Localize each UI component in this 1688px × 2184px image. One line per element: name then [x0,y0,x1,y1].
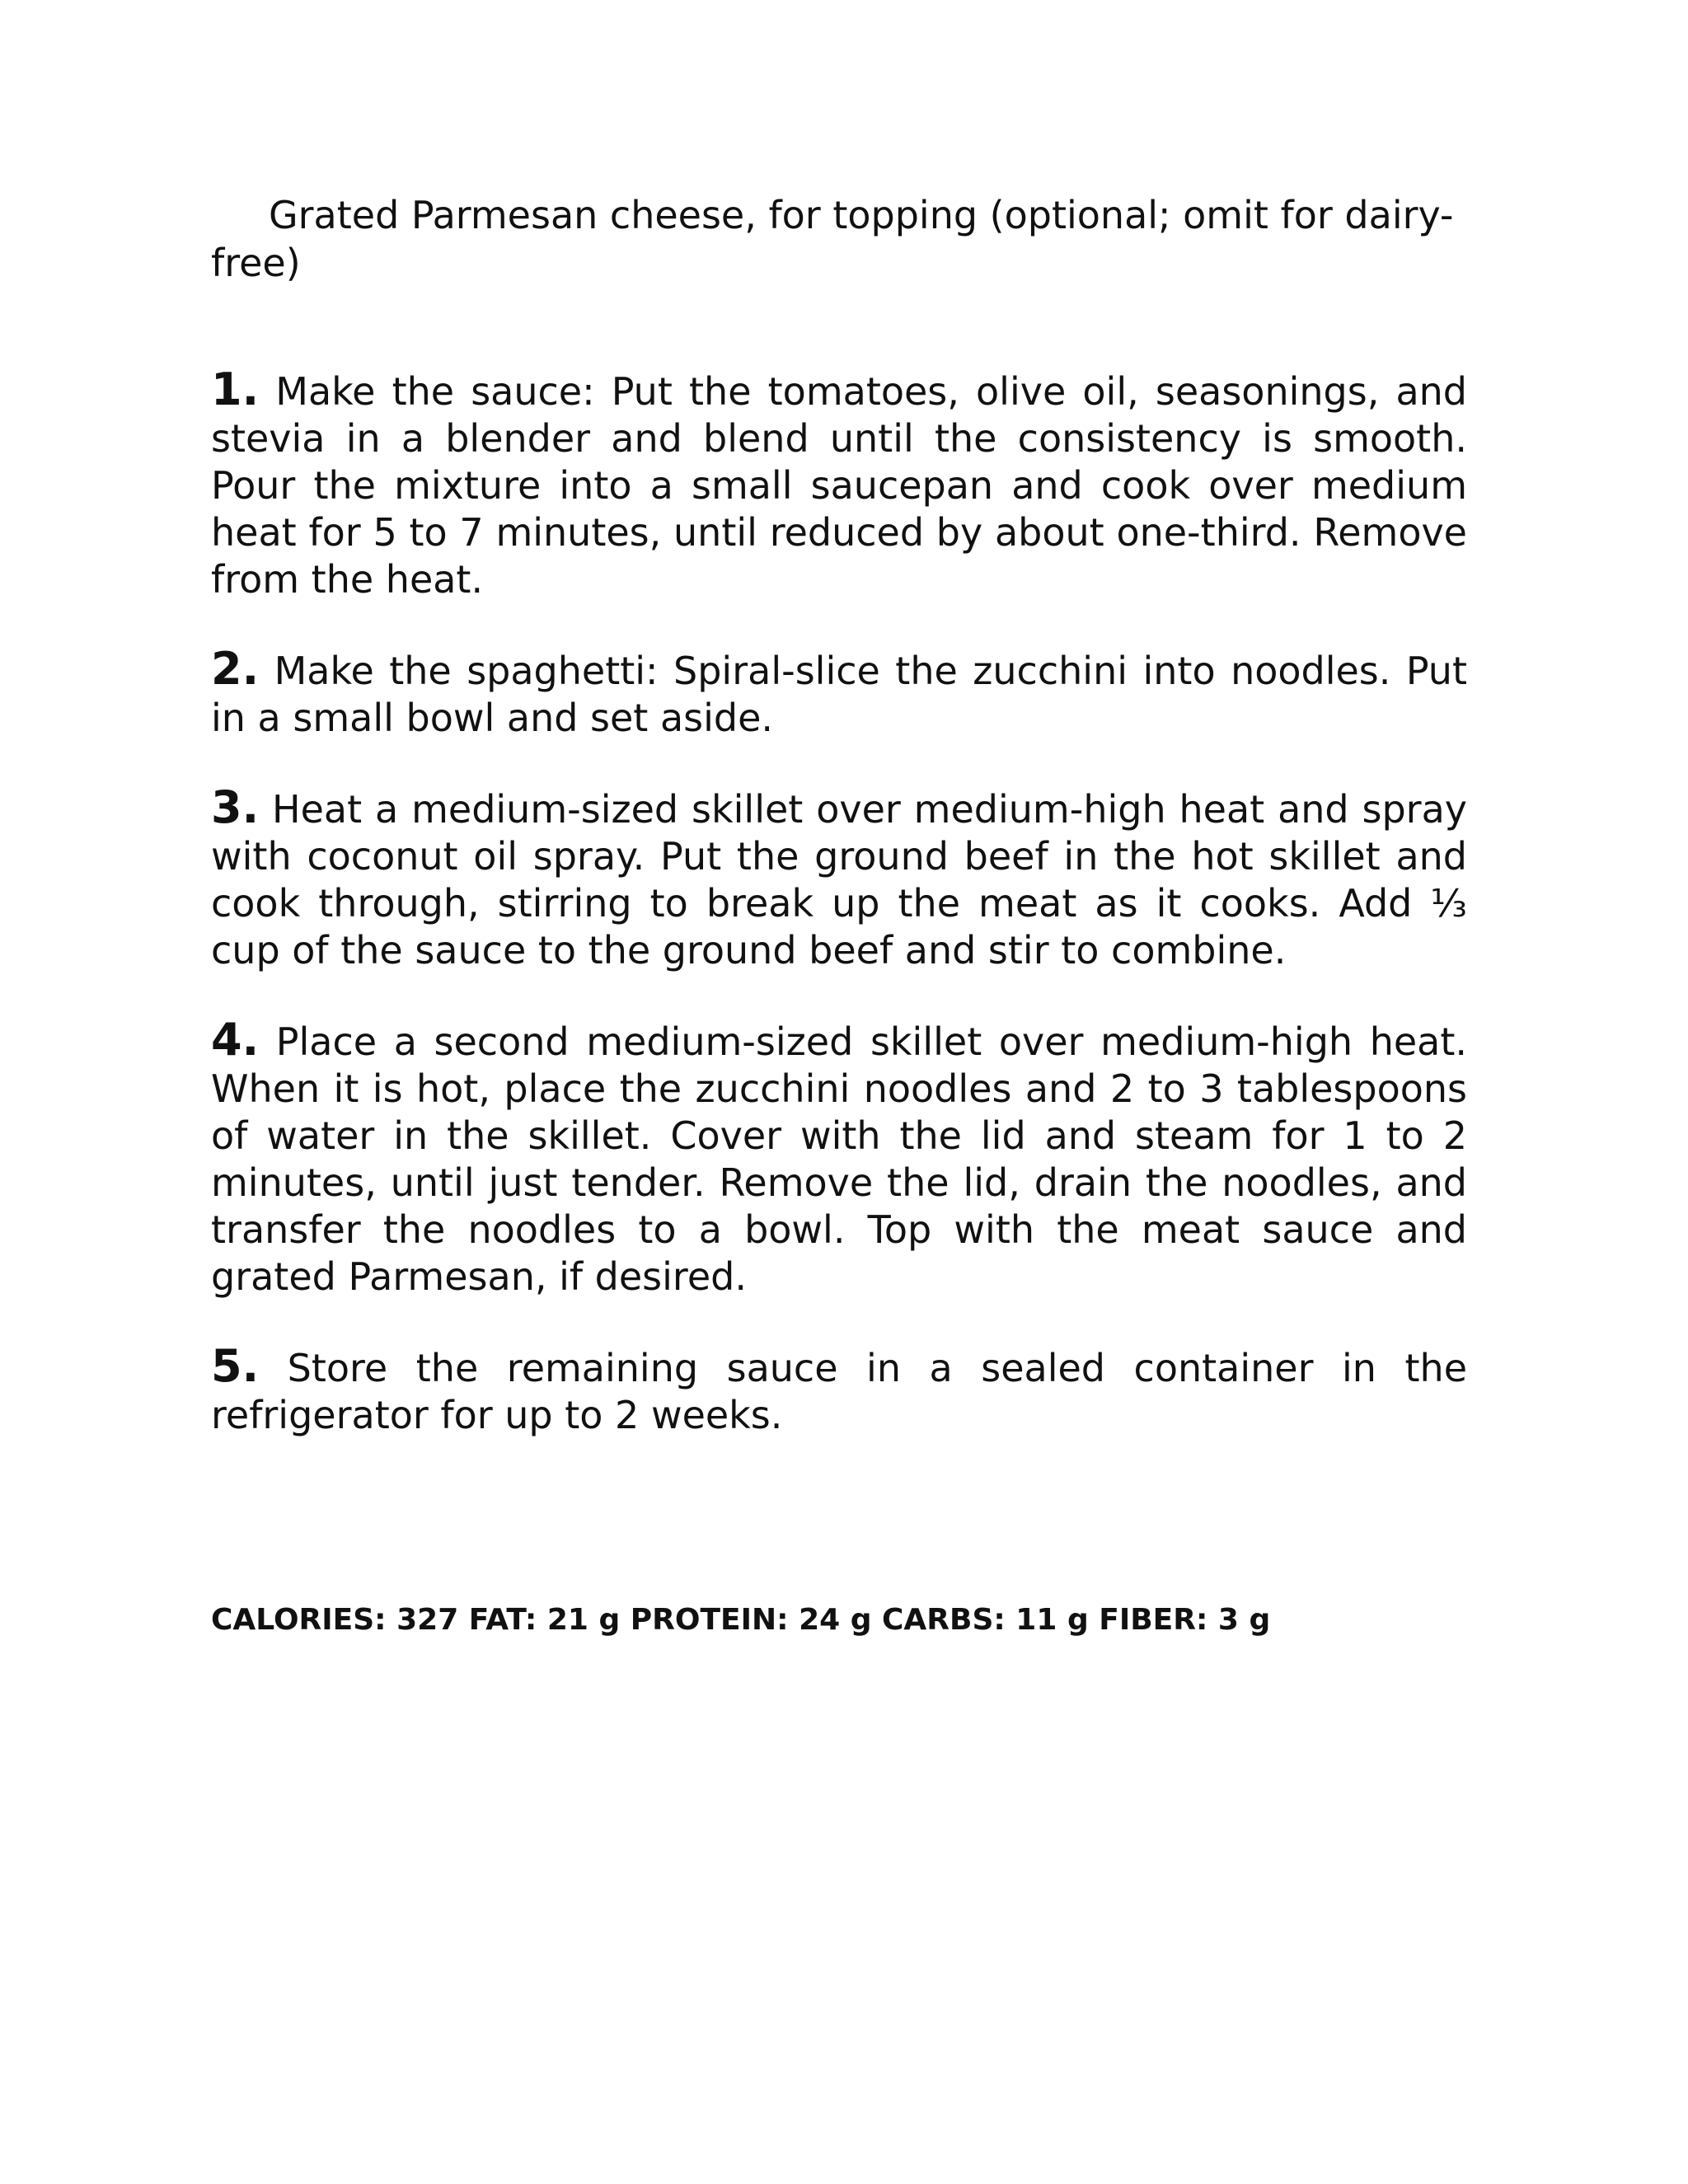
step-text: Heat a medium-sized skillet over medium-high heat and spray with coconut oil spray. Put the ground beef in the hot skillet and cook through, stirring to break up the meat as it cooks. Add ⅓ cup of the sauce to the ground beef and stir to combine. [211,787,1468,972]
step-number: 5. [211,1340,260,1392]
step-text: Store the remaining sauce in a sealed container in the refrigerator for up to 2 weeks. [211,1346,1467,1437]
step-text: Place a second medium-sized skillet over medium-high heat. When it is hot, place the zucchini noodles and 2 to 3 tablespoons of water in the skillet. Cover with the lid and steam for 1 to 2 minutes, until just tender. Remove the lid, drain the noodles, and transfer the noodles to a bowl. Top with the meat sauce and grated Parmesan, if desired. [211,1019,1467,1299]
step-text: Make the sauce: Put the tomatoes, olive oil, seasonings, and stevia in a blender and blend until the consistency is smooth. Pour the mixture into a small saucepan and cook over medium heat for 5 to 7 minutes, until reduced by about one-third. Remove from the heat. [211,369,1468,602]
steps-list [211,363,1468,1439]
step-number: 2. [211,643,260,695]
step-4 [211,1016,1467,1301]
step-3 [211,781,1468,974]
step-5 [211,1340,1467,1439]
recipe-page [211,191,1467,1481]
step-2 [211,645,1467,742]
step-text: Make the spaghetti: Spiral-slice the zucchini into noodles. Put in a small bowl and set aside. [211,649,1467,740]
ingredient-line: Grated Parmesan cheese, for topping (optional; omit for dairy-free) [211,193,1454,285]
step-number: 3. [211,781,260,833]
nutrition-facts: CALORIES: 327 FAT: 21 g PROTEIN: 24 g CARBS: 11 g FIBER: 3 g [211,1603,1271,1637]
step-number: 1. [211,363,260,415]
step-number: 4. [211,1014,260,1066]
step-1 [211,363,1468,603]
